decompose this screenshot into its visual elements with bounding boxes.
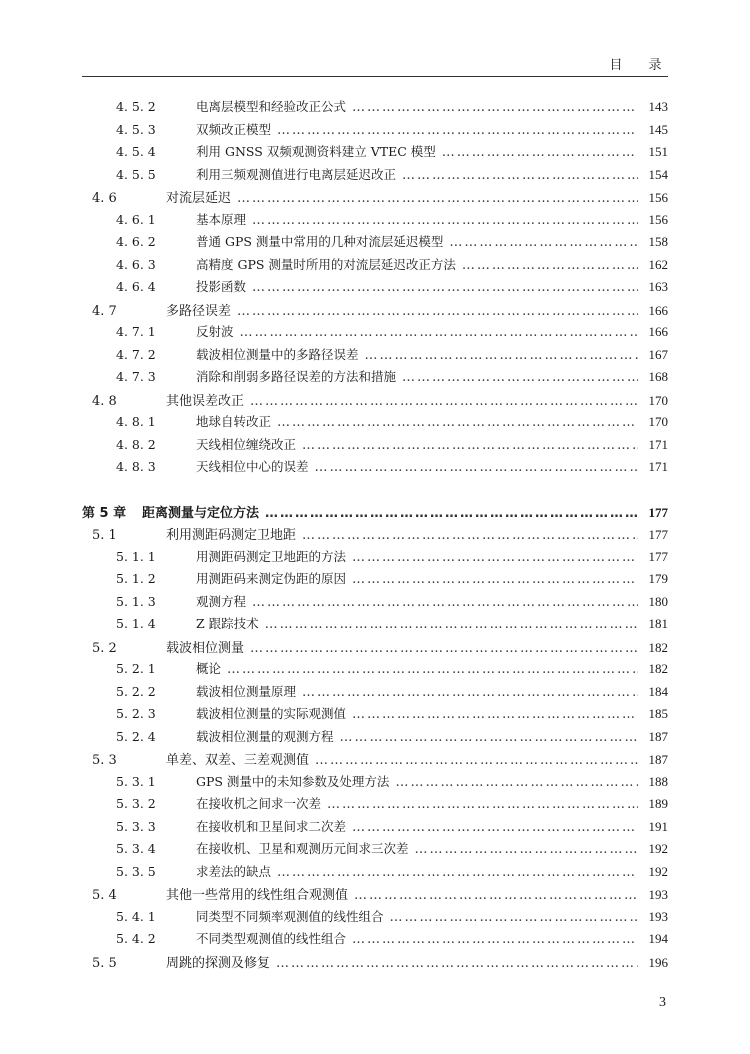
toc-entry-title: 消除和削弱多路径误差的方法和措施 [196, 369, 397, 384]
toc-subsection-entry[interactable] [82, 345, 668, 368]
toc-entry-page: 162 [648, 256, 668, 272]
toc-entry-number: 4. 8 [92, 393, 117, 409]
dot-leader [252, 213, 638, 228]
toc-entry-page: 185 [648, 706, 668, 721]
toc-entry-number: 5. 5 [92, 955, 117, 971]
toc-entry-title: 在接收机、卫星和观测历元间求三次差 [196, 841, 409, 856]
dot-leader [277, 415, 638, 430]
dot-leader [252, 280, 638, 295]
toc-entry-title: 双频改正模型 [196, 121, 272, 137]
toc-subsection-entry[interactable] [82, 322, 668, 345]
toc-entry-title: 利用 GNSS 双频观测资料建立 VTEC 模型 [196, 144, 436, 159]
toc-entry-page: 143 [648, 99, 668, 114]
toc-entry-number: 5. 2. 3 [116, 706, 156, 721]
toc-entry-title: 载波相位测量 [166, 640, 245, 656]
dot-leader [327, 797, 638, 812]
dot-leader [302, 528, 638, 543]
toc-entry-number: 4. 7. 2 [116, 346, 156, 362]
toc-entry-page: 177 [648, 527, 668, 542]
toc-subsection-entry[interactable] [82, 772, 668, 795]
toc-subsection-entry[interactable] [82, 794, 668, 817]
toc-entry-title: 电离层模型和经验改正公式 [196, 99, 347, 114]
toc-subsection-entry[interactable] [82, 929, 668, 952]
toc-entry-number: 5. 3. 2 [116, 796, 156, 811]
toc-entry-title: 天线相位中心的误差 [196, 459, 309, 474]
toc-entry-number: 4. 6 [92, 191, 117, 206]
toc-entry-title: 用测距码来测定伪距的原因 [196, 571, 347, 586]
toc-subsection-entry[interactable] [82, 142, 668, 165]
toc-entry-page: 181 [648, 616, 668, 631]
toc-entry-number: 5. 3. 5 [116, 863, 156, 879]
toc-entry-number: 4. 8. 2 [116, 436, 156, 452]
toc-entry-title: 高精度 GPS 测量时所用的对流层延迟改正方法 [196, 256, 456, 272]
dot-leader [315, 460, 638, 475]
toc-entry-page: 177 [648, 548, 668, 564]
dot-leader [250, 394, 638, 409]
dot-leader [402, 370, 638, 385]
toc-subsection-entry[interactable] [82, 367, 668, 390]
toc-subsection-entry[interactable] [82, 457, 668, 480]
toc-entry-number: 5. 2 [92, 640, 117, 656]
toc-entry-number: 5. 1 [92, 528, 117, 543]
dot-leader [352, 820, 638, 835]
toc-entry-page: 156 [648, 190, 668, 205]
dot-leader [352, 100, 638, 115]
toc-entry-page: 166 [648, 324, 668, 339]
toc-entry-number: 5. 4 [92, 888, 117, 903]
toc-entry-page: 156 [648, 211, 668, 227]
toc-section-entry[interactable] [82, 524, 668, 547]
toc-entry-page: 171 [648, 436, 668, 452]
toc-entry-page: 168 [648, 369, 668, 384]
dot-leader [302, 685, 638, 700]
toc-entry-page: 188 [648, 773, 668, 789]
toc-entry-title: 在接收机之间求一次差 [196, 796, 322, 811]
toc-entry-page: 193 [648, 908, 668, 924]
toc-entry-title: 载波相位测量中的多路径误差 [196, 346, 359, 362]
toc-entry-number: 5. 1. 1 [116, 548, 156, 564]
toc-subsection-entry[interactable] [82, 862, 668, 885]
toc-entry-title: 用测距码测定卫地距的方法 [196, 548, 347, 564]
toc-subsection-entry[interactable] [82, 547, 668, 570]
toc-entry-title: 载波相位测量原理 [196, 683, 297, 699]
toc-entry-page: 194 [648, 931, 668, 946]
header-rule [82, 76, 668, 77]
toc-subsection-entry[interactable] [82, 232, 668, 255]
dot-leader [250, 641, 638, 656]
dot-leader [240, 325, 638, 340]
toc-entry-number: 4. 6. 3 [116, 256, 156, 272]
toc-entry-page: 170 [648, 414, 668, 429]
toc-entry-number: 4. 7 [92, 303, 117, 319]
toc-entry-title: 距离测量与定位方法 [142, 505, 260, 521]
dot-leader [395, 775, 638, 790]
toc-entry-title: 基本原理 [196, 211, 247, 227]
toc-subsection-entry[interactable] [82, 614, 668, 637]
toc-entry-title: 观测方程 [196, 593, 247, 609]
dot-leader [415, 842, 638, 857]
toc-entry-title: 周跳的探测及修复 [166, 955, 271, 971]
toc-entry-page: 166 [648, 302, 668, 318]
toc-entry-number: 5. 2. 4 [116, 728, 156, 744]
toc-entry-number: 5. 4. 2 [116, 931, 156, 946]
toc-entry-number: 4. 6. 4 [116, 279, 156, 294]
toc-section-entry[interactable] [82, 637, 668, 660]
dot-leader [449, 235, 638, 250]
toc-entry-number: 4. 5. 2 [116, 99, 156, 114]
toc-entry-page: 154 [648, 166, 668, 182]
toc-entry-number: 4. 5. 5 [116, 166, 156, 182]
toc-entry-number: 5. 1. 2 [116, 571, 156, 586]
toc-entry-number: 4. 8. 3 [116, 459, 156, 474]
toc-entry-number: 4. 6. 1 [116, 211, 156, 227]
running-header: 目 录 [609, 58, 668, 73]
toc-entry-title: GPS 测量中的未知参数及处理方法 [196, 773, 390, 789]
toc-entry-number: 5. 4. 1 [116, 908, 156, 924]
toc-entry-page: 192 [648, 863, 668, 879]
toc-entry-title: 天线相位缠绕改正 [196, 436, 297, 452]
toc-entry-page: 189 [648, 796, 668, 811]
toc-entry-number: 4. 5. 3 [116, 121, 156, 137]
toc-subsection-entry[interactable] [82, 659, 668, 682]
dot-leader [277, 123, 638, 138]
toc-entry-page: 145 [648, 121, 668, 137]
toc-entry-number: 5. 3. 1 [116, 773, 156, 789]
toc-subsection-entry[interactable] [82, 727, 668, 750]
toc-entry-title: 多路径误差 [166, 303, 232, 319]
toc-subsection-entry[interactable] [82, 592, 668, 615]
toc-entry-page: 170 [648, 392, 668, 408]
toc-entry-page: 191 [648, 818, 668, 834]
toc-section-entry[interactable] [82, 390, 668, 413]
toc-entry-title: 载波相位测量的实际观测值 [196, 706, 347, 721]
toc-entry-number: 5. 2. 1 [116, 661, 156, 676]
toc-entry-number: 5. 3. 3 [116, 818, 156, 834]
toc-entry-page: 184 [648, 683, 668, 699]
toc-section-entry[interactable] [82, 187, 668, 210]
toc-entry-number: 4. 8. 1 [116, 414, 156, 429]
toc-entry-number: 5. 3 [92, 753, 117, 768]
toc-entry-page: 192 [648, 841, 668, 856]
toc-subsection-entry[interactable] [82, 165, 668, 188]
toc-entry-page: 151 [648, 144, 668, 159]
toc-subsection-entry[interactable] [82, 210, 668, 233]
toc-entry-title: 载波相位测量的观测方程 [196, 728, 334, 744]
dot-leader [265, 506, 638, 521]
toc-entry-page: 196 [648, 954, 668, 970]
dot-leader [390, 910, 638, 925]
toc-subsection-entry[interactable] [82, 255, 668, 278]
toc-subsection-entry[interactable] [82, 435, 668, 458]
page-number: 3 [659, 995, 666, 1010]
toc-subsection-entry[interactable] [82, 682, 668, 705]
dot-leader [265, 617, 638, 632]
toc-entry-page: 167 [648, 346, 668, 362]
toc-entry-title: 对流层延迟 [166, 191, 232, 206]
toc-entry-page: 193 [648, 887, 668, 902]
toc-subsection-entry[interactable] [82, 704, 668, 727]
toc-entry-number: 4. 7. 3 [116, 369, 156, 384]
toc-entry-number: 5. 3. 4 [116, 841, 156, 856]
toc-entry-page: 163 [648, 279, 668, 294]
toc-chapter-entry[interactable] [82, 502, 668, 525]
toc-section-entry[interactable] [82, 749, 668, 772]
toc-entry-title: 概论 [196, 661, 222, 676]
dot-leader [365, 348, 638, 363]
dot-leader [352, 550, 638, 565]
toc-subsection-entry[interactable] [82, 817, 668, 840]
dot-leader [237, 191, 638, 206]
dot-leader [302, 438, 638, 453]
toc-entry-title: 其他误差改正 [166, 393, 245, 409]
toc-entry-title: 反射波 [196, 324, 234, 339]
dot-leader [352, 932, 638, 947]
dot-leader [462, 258, 638, 273]
toc-entry-title: 投影函数 [196, 279, 247, 294]
toc-entry-page: 179 [648, 571, 668, 586]
toc-section-entry[interactable] [82, 952, 668, 975]
toc-subsection-entry[interactable] [82, 839, 668, 862]
dot-leader [237, 304, 638, 319]
toc-entry-title: Z 跟踪技术 [196, 616, 259, 631]
toc-entry-title: 单差、双差、三差观测值 [166, 753, 310, 768]
toc-entry-number: 4. 5. 4 [116, 144, 156, 159]
toc-entry-title: 不同类型观测值的线性组合 [196, 931, 347, 946]
toc-entry-page: 187 [648, 752, 668, 767]
toc-section-entry[interactable] [82, 300, 668, 323]
toc-entry-number: 5. 2. 2 [116, 683, 156, 699]
toc-entry-page: 187 [648, 728, 668, 744]
toc-entry-title: 地球自转改正 [196, 414, 272, 429]
toc-subsection-entry[interactable] [82, 412, 668, 435]
toc-subsection-entry[interactable] [82, 97, 668, 120]
toc-entry-page: 180 [648, 593, 668, 609]
toc-entry-number: 4. 7. 1 [116, 324, 156, 339]
toc-entry-title: 在接收机和卫星间求二次差 [196, 818, 347, 834]
dot-leader [354, 888, 638, 903]
toc-entry-title: 其他一些常用的线性组合观测值 [166, 888, 349, 903]
toc-entry-title: 利用三频观测值进行电离层延迟改正 [196, 166, 397, 182]
toc-entry-title: 求差法的缺点 [196, 863, 272, 879]
dot-leader [352, 707, 638, 722]
dot-leader [315, 753, 638, 768]
dot-leader [402, 168, 638, 183]
toc-entry-number: 5. 1. 4 [116, 616, 156, 631]
toc-entry-number: 4. 6. 2 [116, 234, 156, 249]
dot-leader [227, 662, 638, 677]
toc-entry-title: 同类型不同频率观测值的线性组合 [196, 908, 384, 924]
toc-entry-number: 5. 1. 3 [116, 593, 156, 609]
toc-subsection-entry[interactable] [82, 277, 668, 300]
toc-entry-number: 第 5 章 [82, 505, 127, 521]
dot-leader [277, 865, 638, 880]
toc-entry-title: 利用测距码测定卫地距 [166, 528, 297, 543]
dot-leader [442, 145, 638, 160]
dot-leader [340, 730, 638, 745]
section-gap [82, 480, 668, 502]
toc-entry-page: 158 [648, 234, 668, 249]
dot-leader [252, 595, 638, 610]
toc-entry-page: 182 [648, 661, 668, 676]
dot-leader [276, 956, 638, 971]
dot-leader [352, 572, 638, 587]
toc-subsection-entry[interactable] [82, 907, 668, 930]
toc-subsection-entry[interactable] [82, 569, 668, 592]
table-of-contents [82, 97, 668, 974]
toc-entry-page: 182 [648, 639, 668, 655]
toc-entry-page: 171 [648, 459, 668, 474]
toc-entry-title: 普通 GPS 测量中常用的几种对流层延迟模型 [196, 234, 444, 249]
toc-entry-page: 177 [648, 504, 668, 520]
toc-section-entry[interactable] [82, 884, 668, 907]
toc-subsection-entry[interactable] [82, 120, 668, 143]
